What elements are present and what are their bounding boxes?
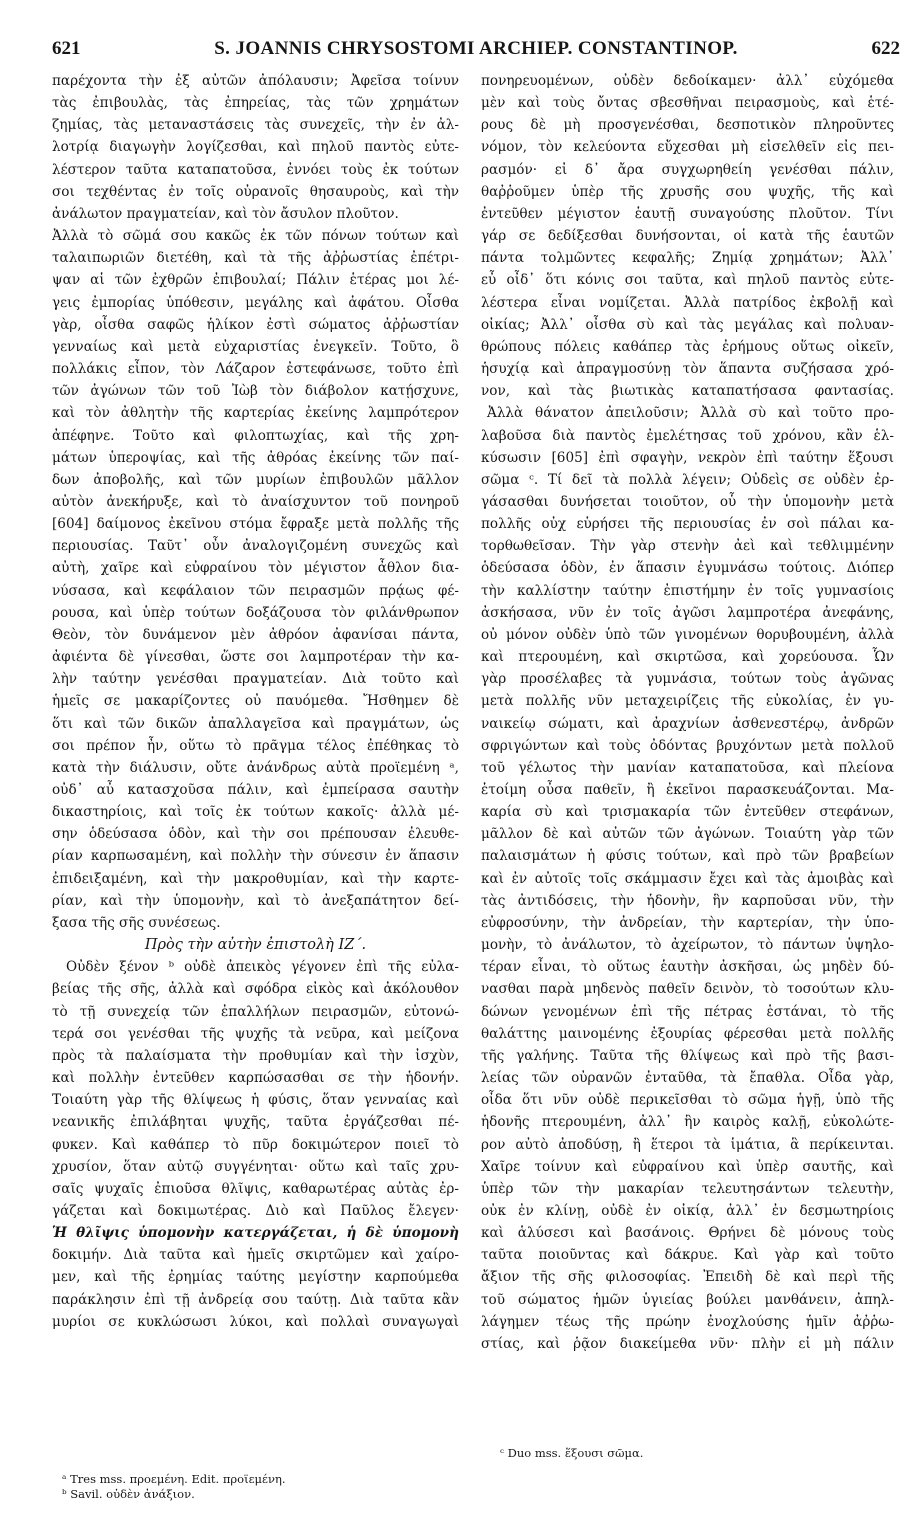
text-line: νεανικῆς ἐπιλάβηται ψυχῆς, ταῦτα ἐργάζεσθαι πέ- (52, 1114, 459, 1131)
text-line: [604] δαίμονος ἐκεῖνου στόμα ἔφραξε μετὰ πολλῆς τῆς (52, 516, 459, 533)
text-line: οὐκ ἐν κλίνῃ, οὐδὲ ἐν οἰκίᾳ, ἀλλ᾽ ἐν δεσμωτηρίοις (481, 1202, 894, 1219)
text-line: νον, καὶ τὰς βιωτικὰς καταπατήσασα φαντασίας. (481, 383, 894, 400)
text-line: γάσασθαι δυνήσεται τοιοῦτον, οὗ τὴν ὑπομονὴν μετὰ (481, 493, 894, 510)
text-line: ρίαν καρπωσαμένη, καὶ πολλὴν τὴν σύνεσιν ἐν ἅπασιν (52, 848, 459, 865)
text-line: γάζεται καὶ δοκιμωτέρας. Διὸ καὶ Παῦλος ἔλεγεν· (52, 1202, 459, 1219)
text-line: ἐπιδειξαμένη, καὶ τὴν μακροθυμίαν, καὶ τὴν καρτε- (52, 870, 459, 887)
text-line: αὐτὸν ἀνεκήρυξε, καὶ τὸ ἀναίσχυντον τοῦ πονηροῦ (52, 493, 459, 510)
text-line: νόμον, τὸν κελεύοντα εὔχεσθαι μὴ εἰσελθεῖν εἰς πει- (481, 139, 894, 156)
text-line: λέστερον ταῦτα καταπατοῦσα, ἐννόει τοὺς ἐκ τούτων (52, 161, 459, 178)
text-line: ἀφιέντα δὲ γίνεσθαι, ὥστε σοι λαμπροτέραν τὴν κα- (52, 649, 459, 666)
text-line: μυρίοι σε κυκλώσωσι λύκοι, καὶ πολλαὶ συναγωγαὶ (52, 1313, 459, 1330)
text-line: πολλάκις εἶπον, τὸν Λάζαρον ἐστεφάνωσε, τοῦτο ἐπὶ (52, 361, 459, 378)
text-line: ψαν αἱ τῶν ἐχθρῶν ἐπιβουλαί; Πάλιν ἑτέρας μοι λέ- (52, 272, 459, 289)
text-line: ὁδεύσασα ὁδὸν, ἐν ἅπασιν ἐγυμνάσω τούτοις. Διόπερ (481, 560, 894, 577)
text-line: νύσασα, καὶ κεφάλαιον τῶν πειρασμῶν πρᾴως φέ- (52, 582, 459, 599)
text-line: ἐντεῦθεν μέγιστον ἑαυτῇ συναγούσης πλοῦτον. Τίνι (481, 205, 894, 222)
text-line: ὅτι καὶ τῶν δικῶν ἀπαλλαγεῖσα καὶ πραγμάτων, ὡς (52, 715, 459, 732)
page-number-right: 622 (871, 38, 900, 59)
text-line: γὰρ, οἶσθα σαφῶς ἡλίκον ἐστὶ σώματος ἀῤῥωστίαν (52, 316, 459, 333)
text-line: ταῦτα ποιοῦντας καὶ δάκρυε. Καὶ γὰρ καὶ τοῦτο (481, 1247, 894, 1264)
text-line: γενναίως καὶ μετὰ εὐχαριστίας ἐνεγκεῖν. Τοῦτο, ὃ (52, 338, 459, 355)
text-line: σῶμα ᶜ. Τί δεῖ τὰ πολλὰ λέγειν; Οὐδεὶς σε οὐδὲν ἐρ- (481, 471, 894, 488)
text-line: Οὐδὲν ξένον ᵇ οὐδὲ ἀπεικὸς γέγονεν ἐπὶ τῆς εὐλα- (66, 959, 459, 976)
text-line: καὶ ἁλύσεσι καὶ βασάνοις. Θρήνει δὲ μόνους τοὺς (481, 1225, 894, 1242)
text-line: ρασμόν· εἰ δ᾽ ἄρα συγχωρηθείη γενέσθαι πάλιν, (481, 161, 894, 178)
text-line: καὶ πτερουμένη, καὶ σκιρτῶσα, καὶ χορεύουσα. Ὧν (481, 649, 894, 666)
text-line: Τοιαύτη γὰρ τῆς θλίψεως ἡ φύσις, ὅταν γενναίας καὶ (52, 1092, 459, 1109)
text-line: μεν, καὶ τῆς ἐρημίας ταύτης μεγίστην καρπούμεθα (52, 1269, 459, 1286)
text-line: θαῤῥοῦμεν ὑπὲρ τῆς χρυσῆς σου ψυχῆς, τῆς καὶ (481, 183, 894, 200)
text-line: ρουσα, καὶ ὑπὲρ τούτων δοξάζουσα τὸν φιλάνθρωπον (52, 604, 459, 621)
text-line: λὴν ταύτην γενέσθαι πραγματείαν. Διὰ τοῦτο καὶ (52, 671, 459, 688)
text-line: Ἀλλὰ τὸ σῶμά σου κακῶς ἐκ τῶν πόνων τούτων καὶ (52, 228, 459, 245)
text-line: τὰς ἐπιβουλὰς, τὰς ἐπηρείας, τὰς τῶν χρημάτων (52, 95, 459, 112)
text-line: τὴν καλλίστην ταύτην ἐπιστήμην ἐν τοῖς γυμνασίοις (481, 582, 894, 599)
text-line: Θεὸν, τὸν δυνάμενον μὲν ἀθρόον ἀφανίσαι πάντα, (52, 626, 459, 643)
text-line: ρον αὐτὸ ἀποδύσῃ, ἢ ἕτεροι τὰ ἱμάτια, ἃ περίκεινται. (481, 1136, 894, 1153)
right-text-column (481, 70, 894, 1355)
text-line: περιουσίας. Ταῦτ᾽ οὖν ἀναλογιζομένη συνεχῶς καὶ (52, 538, 459, 555)
text-line: εὐφροσύνην, τὴν ἀνδρείαν, τὴν καρτερίαν, τὴν ὑπο- (481, 914, 894, 931)
text-line: μονὴν, τὸ ἀνάλωτον, τὸ ἀχείρωτον, τὸ πάντων ὑψηλο- (481, 937, 894, 954)
text-line: βείας τῆς σῆς, ἀλλὰ καὶ σφόδρα εἰκὸς καὶ ἀκόλουθον (52, 981, 459, 998)
text-line: ρους δὲ μὴ προσγενέσθαι, δεσποτικὸν πληροῦντες (481, 117, 894, 134)
text-line: πολλῆς οὐχ εὑρήσει τῆς περιουσίας ἐν σοὶ πάλαι κα- (481, 516, 894, 533)
footnotes-right (500, 1446, 900, 1461)
text-line: καὶ ἐν αὐτοῖς τοῖς σκάμμασιν ἔχει καὶ τὰς ἀμοιβὰς καὶ (481, 870, 894, 887)
text-line: παλαισμάτων ἡ φύσις τούτων, καὶ πρὸ τῶν βραβείων (481, 848, 894, 865)
text-line: γεις ἐμπορίας ὑπόθεσιν, μεγάλης καὶ ἀφάτου. Οἶσθα (52, 294, 459, 311)
text-line: γάρ σε δεδίξεσθαι δυνήσονται, οἱ κατὰ τῆς ἑαυτῶν (481, 228, 894, 245)
text-line: θρώπους πόλεις καθάπερ τὰς ἐρήμους οὕτως οἰκεῖν, (481, 338, 894, 355)
text-line: παράκλησιν ἐπὶ τῇ ἀνδρείᾳ σου ταύτῃ. Διὰ ταῦτα κἂν (52, 1291, 459, 1308)
text-line: Ἀλλὰ θάνατον ἀπειλοῦσιν; Ἀλλὰ σὺ καὶ τοῦτο προ- (487, 405, 894, 422)
text-line: κύσωσιν [605] ἐπὶ σφαγὴν, νεκρὸν ἐπὶ ταύτην ἕξουσι (481, 449, 894, 466)
footnote: ᵇ Savil. οὐδὲν ἀνάξιον. (62, 1487, 195, 1501)
footnotes-left (62, 1472, 462, 1502)
text-line: τοῦ γέλωτος τὴν μανίαν καταπατοῦσα, καὶ πλείονα (481, 759, 894, 776)
text-line: δοκιμήν. Διὰ ταῦτα καὶ ἡμεῖς σκιρτῶμεν καὶ χαίρο- (52, 1247, 459, 1264)
footnote: ᶜ Duo mss. ἕξουσι σῶμα. (500, 1446, 644, 1460)
text-line: δων ἀποβολῆς, καὶ τῶν μυρίων ἐπιβουλῶν μᾶλλον (52, 471, 459, 488)
text-line: ζημίας, τὰς μεταναστάσεις τὰς συνεχεῖς, τὴν ἐν ἀλ- (52, 117, 459, 134)
text-line: χρυσίον, ὅταν αὐτῷ συγγένηται· οὕτω καὶ ταῖς χρυ- (52, 1158, 459, 1175)
text-line: σην ὁδεύσασα ὁδὸν, καὶ τὴν σοι πρέπουσαν ἐλευθε- (52, 826, 459, 843)
text-line: ἡσυχίᾳ καὶ ἀπραγμοσύνῃ τὸν ἅπαντα συζήσασα χρό- (481, 361, 894, 378)
text-line: ταλαιπωριῶν διετέθη, καὶ τὰ τῆς ἀῤῥωστίας ἐπέτρι- (52, 250, 459, 267)
text-line: τῶν ἀγώνων τῶν τοῦ Ἰὼβ τὸν διάβολον κατῄσχυνε, (52, 383, 459, 400)
text-line: τὰς ἀντιδόσεις, τὴν ἡδονὴν, ἣν καρποῦσαι νῦν, τὴν (481, 892, 894, 909)
text-line: τῆς γαλήνης. Ταῦτα τῆς θλίψεως καὶ πρὸ τῆς βασι- (481, 1047, 894, 1064)
text-line: τορθωθεῖσαν. Τὴν γὰρ στενὴν ἀεὶ καὶ τεθλιμμένην (481, 538, 894, 555)
text-line: δώνων γενομένων ἐπὶ τῆς πέτρας ἑστάναι, τὸ τῆς (481, 1003, 894, 1020)
text-line: ρίαν, καὶ τὴν ὑπομονὴν, καὶ τὸ ἀνεξαπάτητον δεί- (52, 892, 459, 909)
text-line: νασθαι παρὰ μηδενὸς παθεῖν δεινὸν, τὸ τοσούτων κλυ- (481, 981, 894, 998)
text-line: ὑπὲρ τῶν τὴν μακαρίαν τελευτησάντων τελευτὴν, (481, 1180, 894, 1197)
text-line: θαλάττης μαινομένης ἐξουρίας φέρεσθαι μετὰ πολλῆς (481, 1025, 894, 1042)
text-line: ναικείῳ σώματι, καὶ ἀραχνίων ἀσθενεστέρῳ, ἀνδρῶν (481, 715, 894, 732)
text-line: λαβοῦσα διὰ παντὸς ἐμελέτησας τοῦ χρόνου, κἂν ἑλ- (481, 427, 894, 444)
text-line: σφριγώντων καὶ τοὺς ὀδόντας βρυχόντων μετὰ πολλοῦ (481, 737, 894, 754)
text-line: καὶ τὸν ἀθλητὴν τῆς καρτερίας ἐκείνης λαμπρότερον (52, 405, 459, 422)
text-line: τερά σοι γενέσθαι τῆς ψυχῆς τὰ νεῦρα, καὶ μείζονα (52, 1025, 459, 1042)
text-line: οὐδ᾽ αὖ κατασχοῦσα πάλιν, καὶ ἐμπείρασα σαυτὴν (52, 782, 459, 798)
text-line: λείας τῶν οὐρανῶν ἐνταῦθα, τὰ ἔπαθλα. Οἶδα γὰρ, (481, 1070, 894, 1087)
text-line: ἡμεῖς σε μακαρίζοντες οὐ παυόμεθα. Ἤσθημεν δὲ (52, 693, 459, 710)
text-line: σαῖς ψυχαῖς ἐπιοῦσα θλῖψις, καθαρωτέρας αὐτὰς ἐρ- (52, 1180, 459, 1197)
text-line: μὲν καὶ τοὺς ὄντας σβεσθῆναι πειρασμοὺς, καὶ ἑτέ- (481, 95, 894, 112)
text-line: τοῦ σώματος ἡμῶν ὑγιείας βούλει μανθάνειν, ἀπηλ- (481, 1291, 894, 1308)
text-line: πρὸς τὰ παλαίσματα τὴν προθυμίαν καὶ τὴν ἰσχὺν, (52, 1047, 459, 1064)
running-header (52, 38, 900, 60)
page-number-left: 621 (52, 38, 81, 59)
text-line: ἄξιον τῆς σῆς φιλοσοφίας. Ἐπειδὴ δὲ καὶ περὶ τῆς (481, 1269, 894, 1286)
text-line: τέραν εἶναι, τὸ οὕτως ἑαυτὴν ἀσκῆσαι, ὡς μηδὲν δύ- (481, 959, 894, 976)
text-line: πάντα τολμῶντες κεφαλῆς; Ζημίᾳ χρημάτων; Ἀλλ᾽ (481, 250, 894, 267)
text-line: οἰκίας; Ἀλλ᾽ οἶσθα σὺ καὶ τὰς μεγάλας καὶ πολυαν- (481, 316, 894, 333)
text-line: οὐ μόνον οὐδὲν ὑπὸ τῶν γινομένων θορυβουμένη, ἀλλὰ (481, 626, 894, 643)
text-line: ἀπέφηνε. Τοῦτο καὶ φιλοπτωχίας, καὶ τῆς χρη- (52, 427, 459, 444)
text-line: γὰρ προσέλαβες τὰ γυμνάσια, τούτων τοὺς ἀγῶνας (481, 671, 894, 688)
text-line: τὸ τῇ συνεχείᾳ τῶν ἐπαλλήλων πειρασμῶν, εὐτονώ- (52, 1003, 459, 1020)
text-line: πονηρευομένων, οὐδὲν δεδοίκαμεν· ἀλλ᾽ εὐχόμεθα (481, 73, 894, 89)
text-line: μᾶλλον δὲ καὶ αὐτῶν τῶν ἀγώνων. Τοιαύτη γὰρ τῶν (481, 826, 894, 843)
text-line: ἀνάλωτον πραγματείαν, καὶ τὸν ἄσυλον πλοῦτον. (52, 205, 399, 222)
text-line: αὐτὴ, χαῖρε καὶ εὐφραίνου τὸν μέγιστον ἆθλον δια- (52, 560, 459, 577)
text-line: ἡδονῆς πτερουμένη, ἀλλ᾽ ἣν καιρὸς καλῇ, εὐκολώτε- (481, 1114, 894, 1131)
text-line: ἑτοίμη οὖσα παθεῖν, ἢ ἐκεῖνοι παρασκευάζονται. Μα- (481, 782, 894, 798)
text-line: λάγημεν τέως τῆς πρώην ἐνοχλούσης ἡμῖν ἀῤῥω- (481, 1313, 894, 1330)
epistle-heading: Πρὸς τὴν αὐτὴν ἐπιστολὴ ΙΖ΄. (144, 937, 367, 954)
text-line: λοτρίᾳ διαγωγὴν λογίζεσθαι, καὶ πηλοῦ παντὸς εὐτε- (52, 139, 459, 156)
text-line: δικαστηρίοις, καὶ τοῖς ἐκ τούτων κακοῖς· ἀλλὰ μέ- (52, 804, 459, 821)
text-line: κατὰ τὴν διάλυσιν, οὔτε ἀνάνδρως αὐτὰ προϊεμένη ᵃ, (52, 759, 459, 776)
text-line: λέστερα εἶναι νομίζεται. Ἀλλὰ πατρίδος ἐκβολῇ καὶ (481, 294, 894, 311)
text-line: σοι πρέπον ἦν, οὕτω τὸ πρᾶγμα τέλος ἐπέθηκας τὸ (52, 737, 459, 754)
left-text-column (52, 70, 459, 1333)
running-title: S. JOANNIS CHRYSOSTOMI ARCHIEP. CONSTANTINOP. (214, 38, 738, 59)
text-line: ξασα τῆς σῆς συνέσεως. (52, 914, 221, 931)
text-line: καὶ πολλὴν ἐντεῦθεν καρπώσασθαι σε τὴν ἡδονήν. (52, 1070, 459, 1087)
text-line: Χαῖρε τοίνυν καὶ εὐφραίνου καὶ ὑπὲρ σαυτῆς, καὶ (481, 1158, 894, 1175)
text-line: στίας, καὶ ῥᾷον διακείμεθα νῦν· πλὴν εἰ μὴ πάλιν (481, 1335, 894, 1352)
text-line: σοι τεχθέντας ἐν τοῖς οὐρανοῖς θησαυροὺς, καὶ τὴν (52, 183, 459, 200)
text-line: μετὰ πολλῆς νῦν μεταχειρίζεις τῆς εὐκολίας, ἐν γυ- (481, 693, 894, 710)
text-line: εὖ οἶδ᾽ ὅτι κόνις σοι ταῦτα, καὶ πηλοῦ παντὸς εὐτε- (481, 272, 894, 289)
text-line: παρέχοντα τὴν ἐξ αὐτῶν ἀπόλαυσιν; Ἀφεῖσα τοίνυν (52, 73, 459, 89)
text-line: καρία σὺ καὶ τρισμακαρία τῶν ἐντεῦθεν στεφάνων, (481, 804, 894, 821)
text-line: ἀσκήσασα, νῦν ἐν τοῖς ἀγῶσι λαμπροτέρα ἀνεφάνης, (481, 604, 894, 621)
text-line: Ἡ θλῖψις ὑπομονὴν κατεργάζεται, ἡ δὲ ὑπομονὴ (52, 1225, 459, 1242)
text-line: φυκεν. Καὶ καθάπερ τὸ πῦρ δοκιμώτερον ποιεῖ τὸ (52, 1136, 459, 1153)
footnote: ᵃ Tres mss. προεμένη. Edit. προϊεμένη. (62, 1472, 286, 1486)
text-line: οἶδα ὅτι νῦν οὐδὲ περικεῖσθαι τὸ σῶμα ἡγῇ, ὑπὸ τῆς (481, 1092, 894, 1109)
text-line: μάτων ὑπεροψίας, καὶ τῆς ἀθρόας ἐκείνης τῶν παί- (52, 449, 459, 466)
